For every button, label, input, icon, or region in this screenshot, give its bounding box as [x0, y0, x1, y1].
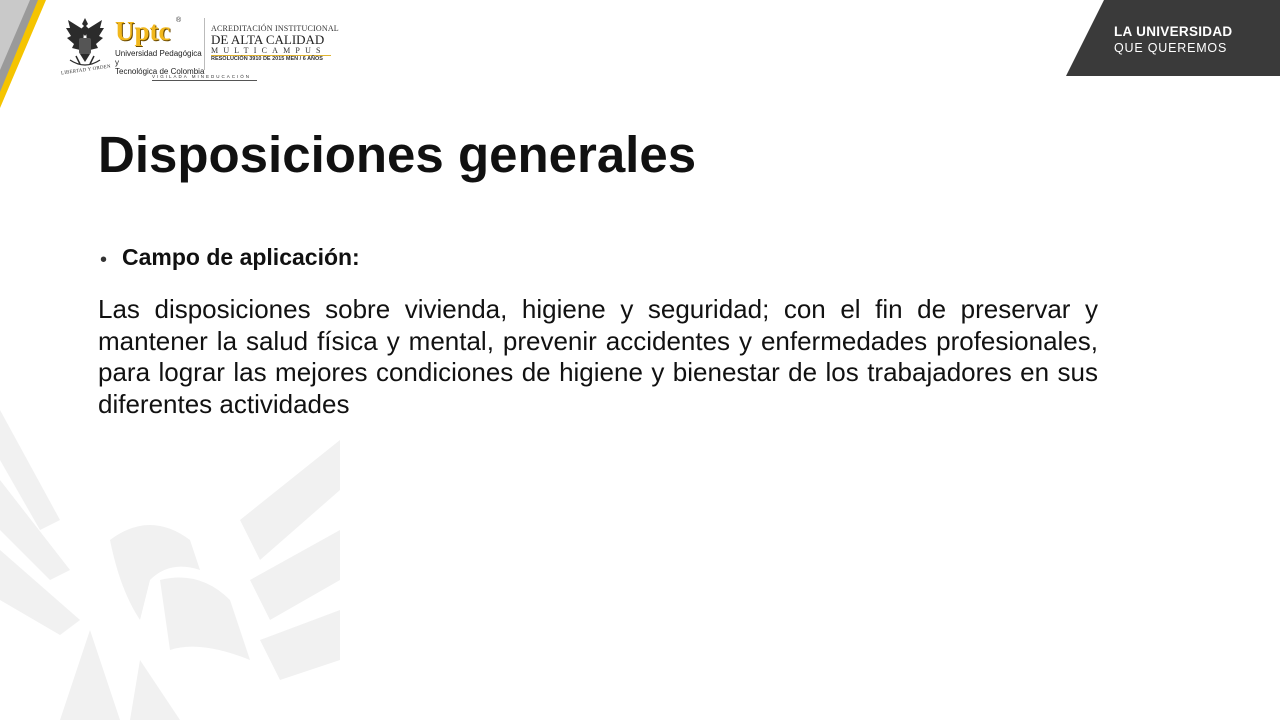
body-paragraph: Las disposiciones sobre vivienda, higiene y seguridad; con el fin de preservar y mantener la salud física y mental, prevenir accidentes y enfermedades profesionales, para lograr las mejores condiciones de higiene y bienestar de los trabajadores en sus diferentes actividades: [98, 294, 1098, 419]
university-logo: [60, 12, 350, 82]
university-name-line2: Tecnológica de Colombia: [115, 67, 205, 76]
vigilada-mineducacion: VIGILADA MINEDUCACIÓN: [152, 74, 252, 79]
bullet-icon: •: [100, 249, 108, 271]
accreditation-resolution: RESOLUCIÓN 3910 DE 2015 MEN / 6 AÑOS: [211, 56, 323, 62]
corner-decoration: [0, 0, 62, 110]
slide-title: Disposiciones generales: [98, 126, 697, 183]
registered-mark: ®: [176, 17, 182, 24]
slogan-banner: [1066, 0, 1280, 76]
accreditation-line1: ACREDITACIÓN INSTITUCIONAL: [211, 24, 339, 33]
university-name-line1: Universidad Pedagógica y: [115, 49, 202, 67]
crest-motto: LIBERTAD Y ORDEN: [60, 64, 112, 77]
bullet-label: Campo de aplicación:: [122, 244, 360, 270]
slogan-line1: LA UNIVERSIDAD: [1114, 24, 1233, 39]
accreditation-line3: MULTICAMPUS: [211, 46, 326, 55]
condor-watermark-icon: [0, 400, 340, 720]
vigilada-underline: [152, 80, 257, 81]
logo-divider: [204, 18, 205, 70]
uptc-wordmark: Uptc: [115, 16, 171, 46]
slogan-line2: QUE QUEREMOS: [1114, 41, 1228, 55]
university-name: [115, 49, 205, 76]
accreditation-line2: DE ALTA CALIDAD: [211, 32, 325, 47]
